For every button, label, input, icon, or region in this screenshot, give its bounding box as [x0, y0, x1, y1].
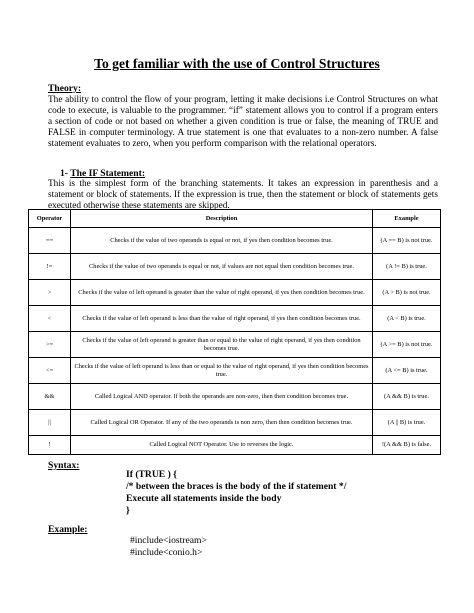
example-cell: (A > B) is not true.	[373, 280, 441, 306]
if-section-number: 1-	[60, 168, 68, 179]
example-cell: (A == B) is not true.	[373, 228, 441, 254]
example-cell: (A && B) is true.	[373, 384, 441, 410]
if-section-title: The IF Statement:	[70, 168, 146, 179]
header-example: Example	[373, 210, 441, 228]
example-cell: !(A && B) is false.	[373, 436, 441, 455]
if-statement-heading	[60, 168, 145, 179]
syntax-code-block	[126, 469, 346, 517]
table-row	[29, 228, 441, 254]
description-cell: Checks if the value of left operand is greater than or equal to the value of right operand, if yes then condition becomes true.	[71, 332, 373, 358]
example-cell: (A || B) is true.	[373, 410, 441, 436]
theory-heading: Theory:	[48, 83, 82, 94]
operator-cell: >=	[29, 332, 71, 358]
description-cell: Checks if the value of left operand is greater than the value of right operand, if yes then condition becomes true.	[71, 280, 373, 306]
example-cell: (A < B) is true.	[373, 306, 441, 332]
code-line: #include<iostream>	[130, 535, 207, 546]
table-row	[29, 254, 441, 280]
example-cell: (A >= B) is not true.	[373, 332, 441, 358]
header-operator: Operator	[29, 210, 71, 228]
operator-cell: <	[29, 306, 71, 332]
table-row	[29, 306, 441, 332]
table-row	[29, 280, 441, 306]
table-row	[29, 384, 441, 410]
code-line: #include<conio.h>	[130, 547, 203, 558]
description-cell: Checks if the value of two operands is equal or not, if yes then condition becomes true.	[71, 228, 373, 254]
description-cell: Checks if the value of two operands is equal or not, if values are not equal then condition becomes true.	[71, 254, 373, 280]
code-line: If (TRUE ) {	[126, 469, 177, 480]
theory-paragraph: The ability to control the flow of your program, letting it make decisions i.e Control Structures on what code to execute, is valuable to the programmer. “if” statement allows you to control if a program enters a section of code or not based on whether a given condition is true or false, the meaning of TRUE and FALSE in computer terminology. A true statement is one that evaluates to a non-zero number. A false statement evaluates to zero, when you perform comparison with the relational operators.	[48, 95, 438, 149]
table-row	[29, 358, 441, 384]
code-line: /* between the braces is the body of the if statement */	[126, 481, 347, 492]
code-line: Execute all statements inside the body	[126, 493, 282, 504]
table-header-row	[29, 210, 441, 228]
operator-cell: >	[29, 280, 71, 306]
operator-cell: !	[29, 436, 71, 455]
operators-table	[28, 209, 441, 455]
example-code-block	[130, 535, 207, 559]
example-cell: (A != B) is true.	[373, 254, 441, 280]
header-description: Description	[71, 210, 373, 228]
if-paragraph: This is the simplest form of the branching statements. It takes an expression in parenthesis and a statement or block of statements. If the expression is true, then the statement or block of statements gets executed otherwise these statements are skipped.	[48, 179, 438, 211]
operator-cell: ==	[29, 228, 71, 254]
page-title: To get familiar with the use of Control Structures	[94, 56, 380, 71]
table-row	[29, 410, 441, 436]
description-cell: Checks if the value of left operand is less than the value of right operand, if yes then condition becomes true.	[71, 306, 373, 332]
operator-cell: !=	[29, 254, 71, 280]
description-cell: Called Logical NOT Operator. Use to reverses the logic.	[71, 436, 373, 455]
code-line: }	[126, 505, 130, 516]
description-cell: Called Logical AND operator. If both the operands are non-zero, then then condition becomes true.	[71, 384, 373, 410]
table-row	[29, 436, 441, 455]
table-row	[29, 332, 441, 358]
description-cell: Called Logical OR Operator. If any of the two operands is non zero, then then condition becomes true.	[71, 410, 373, 436]
operator-cell: ||	[29, 410, 71, 436]
syntax-heading: Syntax:	[48, 460, 80, 471]
description-cell: Checks if the value of left operand is less than or equal to the value of right operand, if yes then condition becomes true.	[71, 358, 373, 384]
operator-cell: &&	[29, 384, 71, 410]
example-cell: (A <= B) is true.	[373, 358, 441, 384]
example-heading: Example:	[48, 524, 88, 535]
operator-cell: <=	[29, 358, 71, 384]
